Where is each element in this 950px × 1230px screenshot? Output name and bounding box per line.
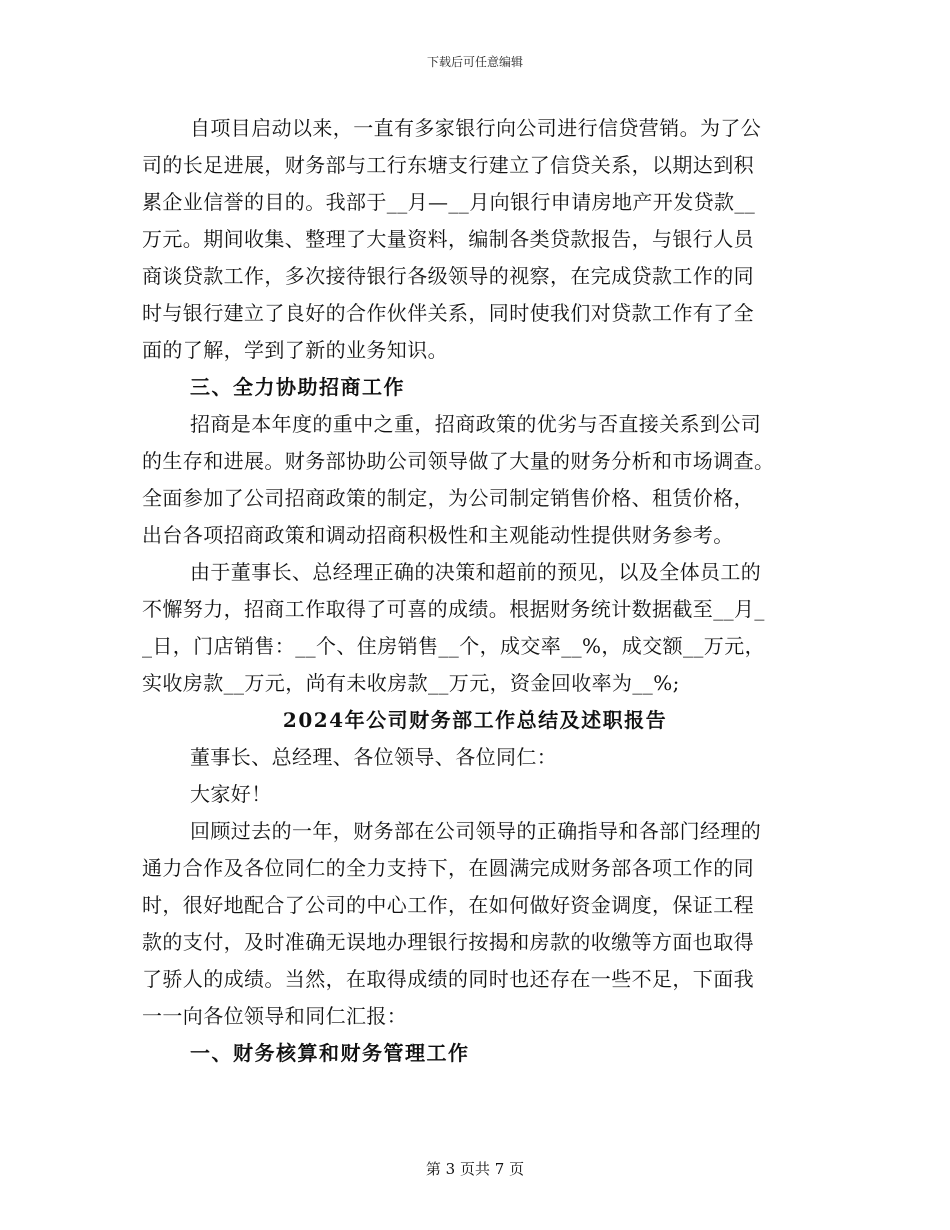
paragraph-line: 面的了解，学到了新的业务知识。 (142, 338, 448, 362)
document-title: 2024年公司财务部工作总结及述职报告 (282, 708, 668, 732)
paragraph-line: 商谈贷款工作，多次接待银行各级领导的视察，在完成贷款工作的同 (142, 264, 754, 288)
paragraph-line: 的生存和进展。财务部协助公司领导做了大量的财务分析和市场调查。 (142, 449, 775, 473)
paragraph-line: 万元。期间收集、整理了大量资料，编制各类贷款报告，与银行人员 (142, 227, 754, 251)
paragraph-line: 一一向各位领导和同仁汇报： (142, 1004, 408, 1028)
paragraph-line: _日，门店销售：__个、住房销售__个，成交率__%，成交额__万元， (142, 634, 766, 658)
paragraph-line: 不懈努力，招商工作取得了可喜的成绩。根据财务统计数据截至__月_ (142, 597, 765, 621)
salutation: 董事长、总经理、各位领导、各位同仁： (190, 745, 558, 769)
page-header: 下载后可任意编辑 (426, 55, 523, 69)
greeting: 大家好！ (190, 782, 272, 806)
paragraph-line: 时，很好地配合了公司的中心工作，在如何做好资金调度，保证工程 (142, 893, 754, 917)
section-heading: 一、财务核算和财务管理工作 (190, 1041, 470, 1065)
page-footer: 第 3 页共 7 页 (425, 1160, 525, 1178)
paragraph-line: 招商是本年度的重中之重，招商政策的优劣与否直接关系到公司 (190, 412, 762, 436)
paragraph-line: 实收房款__万元，尚有未收房款__万元，资金回收率为__%; (142, 671, 680, 695)
paragraph-line: 司的长足进展，财务部与工行东塘支行建立了信贷关系，以期达到积 (142, 153, 754, 177)
paragraph-line: 全面参加了公司招商政策的制定，为公司制定销售价格、租赁价格， (142, 486, 754, 510)
paragraph-line: 时与银行建立了良好的合作伙伴关系，同时使我们对贷款工作有了全 (142, 301, 754, 325)
paragraph-line: 通力合作及各位同仁的全力支持下，在圆满完成财务部各项工作的同 (142, 856, 754, 880)
paragraph-line: 回顾过去的一年，财务部在公司领导的正确指导和各部门经理的 (190, 819, 762, 843)
paragraph-line: 款的支付，及时准确无误地办理银行按揭和房款的收缴等方面也取得 (142, 930, 754, 954)
paragraph-line: 了骄人的成绩。当然，在取得成绩的同时也还存在一些不足，下面我 (142, 967, 754, 991)
paragraph-line: 由于董事长、总经理正确的决策和超前的预见，以及全体员工的 (190, 560, 762, 584)
section-heading: 三、全力协助招商工作 (190, 375, 405, 399)
paragraph-line: 自项目启动以来，一直有多家银行向公司进行信贷营销。为了公 (190, 116, 762, 140)
paragraph-line: 累企业信誉的目的。我部于__月—__月向银行申请房地产开发贷款__ (142, 190, 756, 214)
paragraph-line: 出台各项招商政策和调动招商积极性和主观能动性提供财务参考。 (142, 523, 734, 547)
